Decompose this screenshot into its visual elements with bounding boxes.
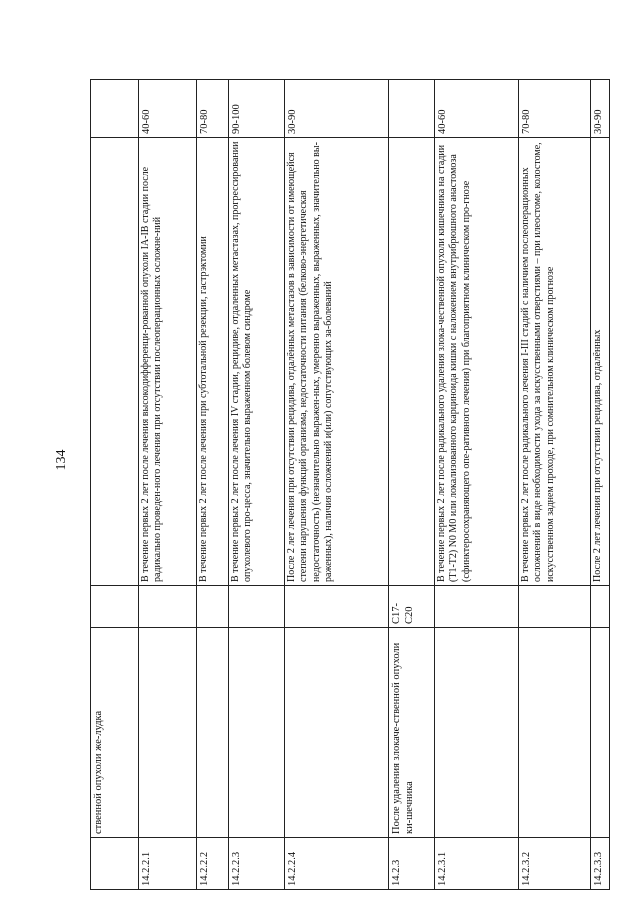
icd-code <box>197 586 229 628</box>
section-name <box>591 628 610 838</box>
criteria-description: После 2 лет лечения при отсутствии рецидива, отдалённых метастазов в зависимости от имеющейся степени нарушения функций организма, недостаточности питания (белково-энергетическая недостаточность) (незначительно выражен-ных, умеренно выраженных, выраженных, значительно вы-раженных), наличия осложнений и(или) сопутствующих за-болеваний <box>285 138 389 586</box>
percent-range: 30-90 <box>591 80 610 138</box>
section-name <box>519 628 591 838</box>
icd-code <box>519 586 591 628</box>
table-row <box>197 80 229 890</box>
icd-code: C17-C20 <box>389 586 435 628</box>
section-name <box>285 628 389 838</box>
icd-code <box>91 586 139 628</box>
icd-code <box>139 586 197 628</box>
row-number: 14.2.2.2 <box>197 838 229 890</box>
percent-range <box>389 80 435 138</box>
row-number: 14.2.2.4 <box>285 838 389 890</box>
percent-range: 90-100 <box>229 80 285 138</box>
icd-code <box>435 586 519 628</box>
section-name <box>229 628 285 838</box>
section-name <box>435 628 519 838</box>
table-row <box>519 80 591 890</box>
row-number: 14.2.2.1 <box>139 838 197 890</box>
criteria-description: После 2 лет лечения при отсутствии рецидива, отдалённых <box>591 138 610 586</box>
criteria-description: В течение первых 2 лет после радикального удаления злока-чественной опухоли кишечника на стадии (T1-T2) N0 M0 или локализованного карциноида кишки с наложением внутрибрюшного анастомоза (сфинктеросохраняющего опе-ративного лечения) при благоприятном клиническом про-гнозе <box>435 138 519 586</box>
percent-range: 70-80 <box>197 80 229 138</box>
row-number: 14.2.3.2 <box>519 838 591 890</box>
section-name <box>139 628 197 838</box>
criteria-description <box>389 138 435 586</box>
table-row <box>139 80 197 890</box>
icd-code <box>229 586 285 628</box>
table-row <box>91 80 139 890</box>
row-number: 14.2.3.1 <box>435 838 519 890</box>
row-number <box>91 838 139 890</box>
percent-range <box>91 80 139 138</box>
icd-code <box>285 586 389 628</box>
criteria-description: В течение первых 2 лет после лечения при субтотальной резекции, гастрэктомии <box>197 138 229 586</box>
percent-range: 30-90 <box>285 80 389 138</box>
row-number: 14.2.2.3 <box>229 838 285 890</box>
percent-range: 40-60 <box>435 80 519 138</box>
icd-code <box>591 586 610 628</box>
table-row <box>229 80 285 890</box>
criteria-description <box>91 138 139 586</box>
percent-range: 70-80 <box>519 80 591 138</box>
section-name: ственной опухоли же-лудка <box>91 628 139 838</box>
criteria-table <box>90 79 610 890</box>
rotated-table-wrapper <box>90 80 610 890</box>
percent-range: 40-60 <box>139 80 197 138</box>
table-row <box>435 80 519 890</box>
table-row <box>285 80 389 890</box>
page-number: 134 <box>54 449 69 471</box>
row-number: 14.2.3.3 <box>591 838 610 890</box>
row-number: 14.2.3 <box>389 838 435 890</box>
section-name <box>197 628 229 838</box>
criteria-description: В течение первых 2 лет после радикального лечения I-III стадий с наличием послеоперационных осложнений в виде необходимости ухода за искусственными отверстиями – при илеостоме, колостоме, искусственном заднем проходе, при сомнительном клиническом прогнозе <box>519 138 591 586</box>
section-name: После удаления злокаче-ственной опухоли ки-шечника <box>389 628 435 838</box>
criteria-description: В течение первых 2 лет после лечения высокодифференци-рованной опухоли IA-IB стадии после радикально проведен-ного лечения при отсутствии послеоперационных осложне-ний <box>139 138 197 586</box>
table-row <box>389 80 435 890</box>
table-row <box>591 80 610 890</box>
criteria-description: В течение первых 2 лет после лечения IV стадии, рецидиве, отдаленных метастазах, прогрессировании опухолевого про-цесса, значительно выраженном болевом синдроме <box>229 138 285 586</box>
